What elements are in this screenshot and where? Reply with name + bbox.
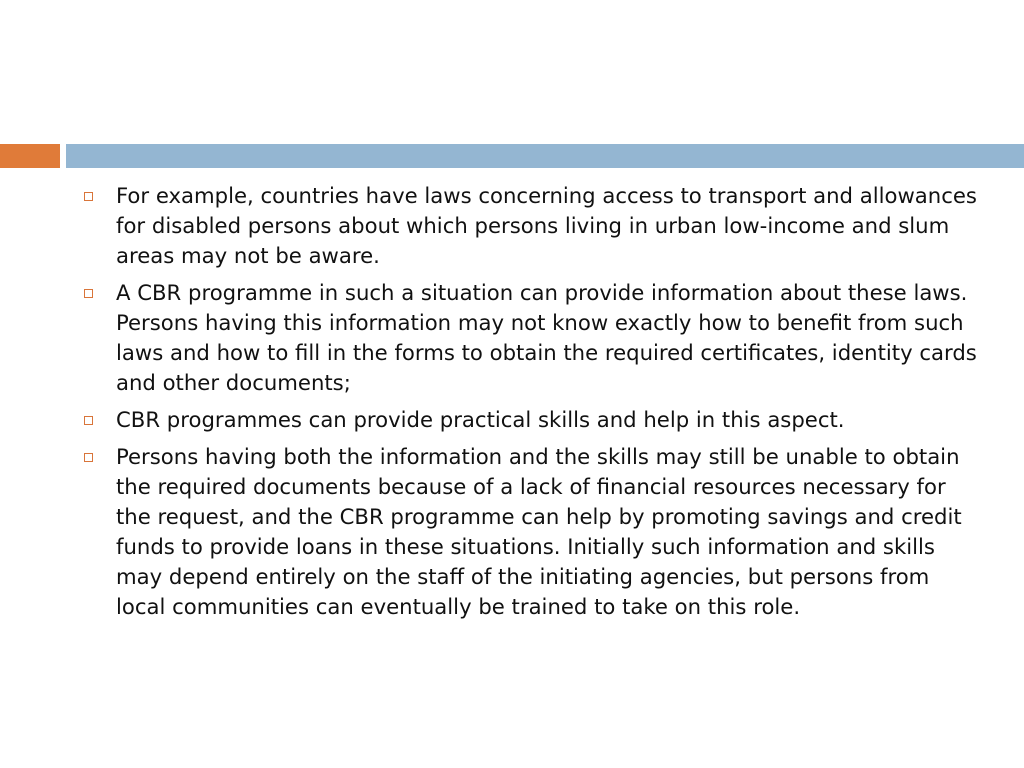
- slide-content: [84, 181, 984, 629]
- square-outline-bullet-icon: [84, 416, 93, 425]
- accent-bar: [0, 144, 60, 168]
- square-outline-bullet-icon: [84, 289, 93, 298]
- bullet-item: [84, 181, 984, 271]
- bullet-list: [84, 181, 984, 622]
- bullet-text: CBR programmes can provide practical skills and help in this aspect.: [116, 407, 845, 432]
- bullet-text: A CBR programme in such a situation can provide information about these laws. Persons having this information may not know exactly how to benefit from such laws and how to fill in the forms to obtain the required certificates, identity cards and other documents;: [116, 280, 977, 395]
- bullet-item: [84, 442, 984, 622]
- bullet-text: For example, countries have laws concerning access to transport and allowances for disabled persons about which persons living in urban low-income and slum areas may not be aware.: [116, 183, 977, 268]
- header-bar: [66, 144, 1024, 168]
- square-outline-bullet-icon: [84, 192, 93, 201]
- bullet-text: Persons having both the information and the skills may still be unable to obtain the required documents because of a lack of financial resources necessary for the request, and the CBR programme can help by promoting savings and credit funds to provide loans in these situations. Initially such information and skills may depend entirely on the staff of the initiating agencies, but persons from local communities can eventually be trained to take on this role.: [116, 444, 962, 619]
- square-outline-bullet-icon: [84, 453, 93, 462]
- bullet-item: [84, 405, 984, 435]
- bullet-item: [84, 278, 984, 398]
